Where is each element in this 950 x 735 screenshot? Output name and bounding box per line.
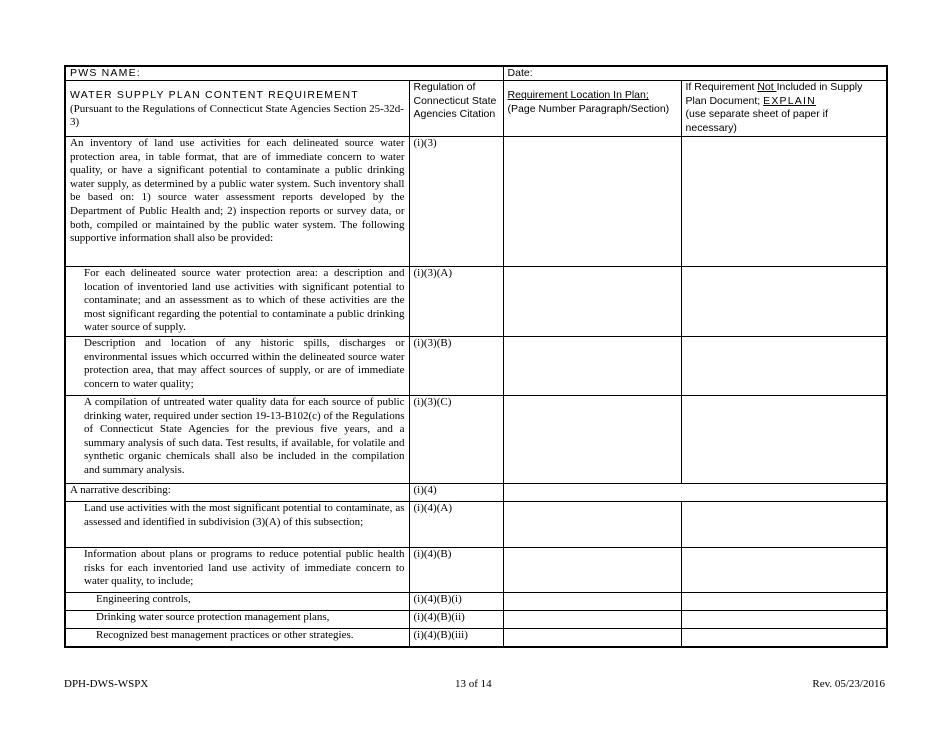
location-input[interactable] (503, 593, 681, 611)
pws-name-label: PWS NAME: (70, 67, 141, 79)
requirement-text: Description and location of any historic spills, discharges or environmental issues which occurred within the delineated source water protection area, that may affect sources of supply, or are of immediate concern to water quality; (65, 337, 409, 396)
page-number: 13 of 14 (455, 678, 492, 690)
table-row (65, 629, 887, 647)
table-row (65, 396, 887, 484)
requirement-text: Recognized best management practices or other strategies. (65, 629, 409, 647)
narrative-input[interactable] (503, 484, 887, 502)
explanation-input[interactable] (681, 548, 887, 593)
water-supply-plan-table (64, 65, 888, 648)
table-row (65, 502, 887, 548)
citation-header: Regulation of Connecticut State Agencies Citation (409, 81, 503, 137)
explanation-input[interactable] (681, 629, 887, 647)
citation-cell: (i)(4)(B)(i) (409, 593, 503, 611)
requirement-text: Drinking water source protection management plans, (65, 611, 409, 629)
citation-cell: (i)(3)(A) (409, 267, 503, 337)
citation-cell: (i)(3)(B) (409, 337, 503, 396)
not-included-header (681, 81, 887, 137)
explanation-input[interactable] (681, 502, 887, 548)
explanation-input[interactable] (681, 267, 887, 337)
requirement-text: An inventory of land use activities for each delineated source water protection area, in table format, that are of immediate concern to water quality, or have a significant potential to contaminate a public drinking water supply, as determined by a public water system. Such inventory shall be based on: 1) source water assessment reports developed by the Department of Public Health and; 2) inspection reports or survey data, or both, compiled or maintained by the public water system. The following supportive information shall also be provided: (65, 137, 409, 267)
location-input[interactable] (503, 337, 681, 396)
location-input[interactable] (503, 629, 681, 647)
not-included-note: (use separate sheet of paper if necessary) (685, 108, 828, 134)
location-header (503, 81, 681, 137)
table-row (65, 548, 887, 593)
not-included-part1: If Requirement (685, 81, 758, 93)
requirement-header (65, 81, 409, 137)
citation-cell: (i)(4) (409, 484, 503, 502)
requirement-text: A compilation of untreated water quality data for each source of public drinking water, required under section 19-13-B102(c) of the Regulations of Connecticut State Agencies for the previous five years, and a summary analysis of such data. Test results, if available, for volatile and synthetic organic chemicals shall also be included in the compilation and summary analysis. (65, 396, 409, 484)
not-included-part2: Included in Supply Plan Document; (685, 81, 863, 107)
citation-cell: (i)(3) (409, 137, 503, 267)
location-input[interactable] (503, 267, 681, 337)
location-input[interactable] (503, 137, 681, 267)
location-input[interactable] (503, 548, 681, 593)
citation-cell: (i)(4)(A) (409, 502, 503, 548)
table-row (65, 267, 887, 337)
location-input[interactable] (503, 502, 681, 548)
table-row (65, 484, 887, 502)
requirement-text: For each delineated source water protection area: a description and location of inventoried land use activities with significant potential to contaminate; and an assessment as to which of these activities are the most significant regarding the potential to contaminate a public drinking water source of supply. (65, 267, 409, 337)
column-header-row (65, 81, 887, 137)
location-header-title: Requirement Location In Plan; (507, 89, 649, 101)
table-row (65, 611, 887, 629)
citation-cell: (i)(4)(B) (409, 548, 503, 593)
table-row (65, 337, 887, 396)
pws-name-field[interactable] (65, 66, 503, 81)
explanation-input[interactable] (681, 593, 887, 611)
requirement-text: Information about plans or programs to reduce potential public health risks for each inventoried land use activity of immediate concern to water quality, to include; (65, 548, 409, 593)
explanation-input[interactable] (681, 611, 887, 629)
explanation-input[interactable] (681, 137, 887, 267)
not-included-not: Not (757, 81, 777, 93)
table-row (65, 137, 887, 267)
requirement-subtitle: (Pursuant to the Regulations of Connecticut State Agencies Section 25-32d-3) (70, 102, 404, 129)
pws-name-row (65, 66, 887, 81)
explanation-input[interactable] (681, 337, 887, 396)
requirement-text: Land use activities with the most significant potential to contaminate, as assessed and identified in subdivision (3)(A) of this subsection; (65, 502, 409, 548)
requirement-text: Engineering controls, (65, 593, 409, 611)
location-header-note: (Page Number Paragraph/Section) (507, 102, 670, 115)
requirement-text: A narrative describing: (65, 484, 409, 502)
table-row (65, 593, 887, 611)
revision-date: Rev. 05/23/2016 (812, 678, 885, 690)
citation-cell: (i)(3)(C) (409, 396, 503, 484)
explanation-input[interactable] (681, 396, 887, 484)
date-field[interactable] (503, 66, 887, 81)
location-input[interactable] (503, 396, 681, 484)
location-input[interactable] (503, 611, 681, 629)
requirement-title: WATER SUPPLY PLAN CONTENT REQUIREMENT (70, 89, 359, 101)
date-label: Date: (507, 67, 533, 79)
citation-cell: (i)(4)(B)(iii) (409, 629, 503, 647)
not-included-explain: EXPLAIN (763, 94, 816, 107)
citation-cell: (i)(4)(B)(ii) (409, 611, 503, 629)
form-id: DPH-DWS-WSPX (64, 678, 149, 690)
